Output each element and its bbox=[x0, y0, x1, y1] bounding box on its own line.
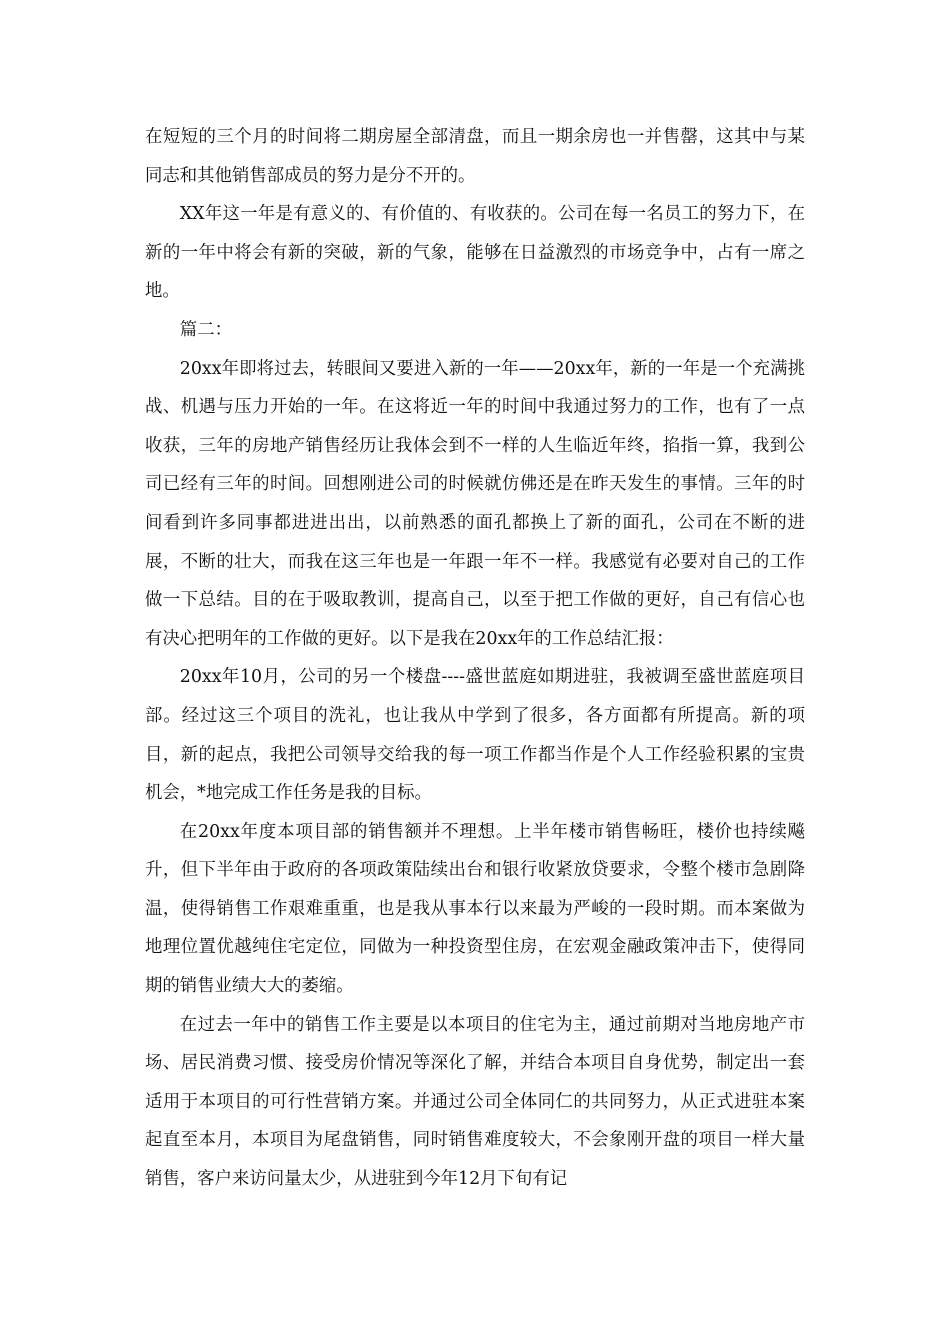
paragraph-4: 20xx年即将过去，转眼间又要进入新的一年——20xx年，新的一年是一个充满挑战、机遇与压力开始的一年。在这将近一年的时间中我通过努力的工作，也有了一点收获，三年的房地产销售经历让我体会到不一样的人生临近年终，掐指一算，我到公司已经有三年的时间。回想刚进公司的时候就仿佛还是在昨天发生的事情。三年的时间看到许多同事都进进出出，以前熟悉的面孔都换上了新的面孔，公司在不断的进展，不断的壮大，而我在这三年也是一年跟一年不一样。我感觉有必要对自己的工作做一下总结。目的在于吸取教训，提高自己，以至于把工作做的更好，自己有信心也有决心把明年的工作做的更好。以下是我在20xx年的工作总结汇报： bbox=[145, 358, 805, 649]
paragraph-7: 在过去一年中的销售工作主要是以本项目的住宅为主，通过前期对当地房地产市场、居民消费习惯、接受房价情况等深化了解，并结合本项目自身优势，制定出一套适用于本项目的可行性营销方案。并通过公司全体同仁的共同努力，从正式进驻本案起直至本月，本项目为尾盘销售，同时销售难度较大，不会象刚开盘的项目一样大量销售，客户来访问量太少，从进驻到今年12月下旬有记 bbox=[145, 1014, 805, 1190]
section-heading-part-two: 篇二： bbox=[179, 319, 232, 340]
paragraph-5: 20xx年10月，公司的另一个楼盘----盛世蓝庭如期进驻，我被调至盛世蓝庭项目部。经过这三个项目的洗礼，也让我从中学到了很多，各方面都有所提高。新的项目，新的起点，我把公司领导交给我的每一项工作都当作是个人工作经验积累的宝贵机会，*地完成工作任务是我的目标。 bbox=[145, 667, 805, 804]
paragraph-2: XX年这一年是有意义的、有价值的、有收获的。公司在每一名员工的努力下，在新的一年中将会有新的突破，新的气象，能够在日益激烈的市场竞争中，占有一席之地。 bbox=[145, 204, 805, 302]
paragraph-1: 在短短的三个月的时间将二期房屋全部清盘，而且一期余房也一并售罄，这其中与某同志和其他销售部成员的努力是分不开的。 bbox=[145, 127, 805, 186]
document-body bbox=[145, 118, 805, 1199]
paragraph-6: 在20xx年度本项目部的销售额并不理想。上半年楼市销售畅旺，楼价也持续飚升，但下半年由于政府的各项政策陆续出台和银行收紧放贷要求，令整个楼市急剧降温，使得销售工作艰难重重，也是我从事本行以来最为严峻的一段时期。而本案做为地理位置优越纯住宅定位，同做为一种投资型住房，在宏观金融政策冲击下，使得同期的销售业绩大大的萎缩。 bbox=[145, 821, 805, 997]
